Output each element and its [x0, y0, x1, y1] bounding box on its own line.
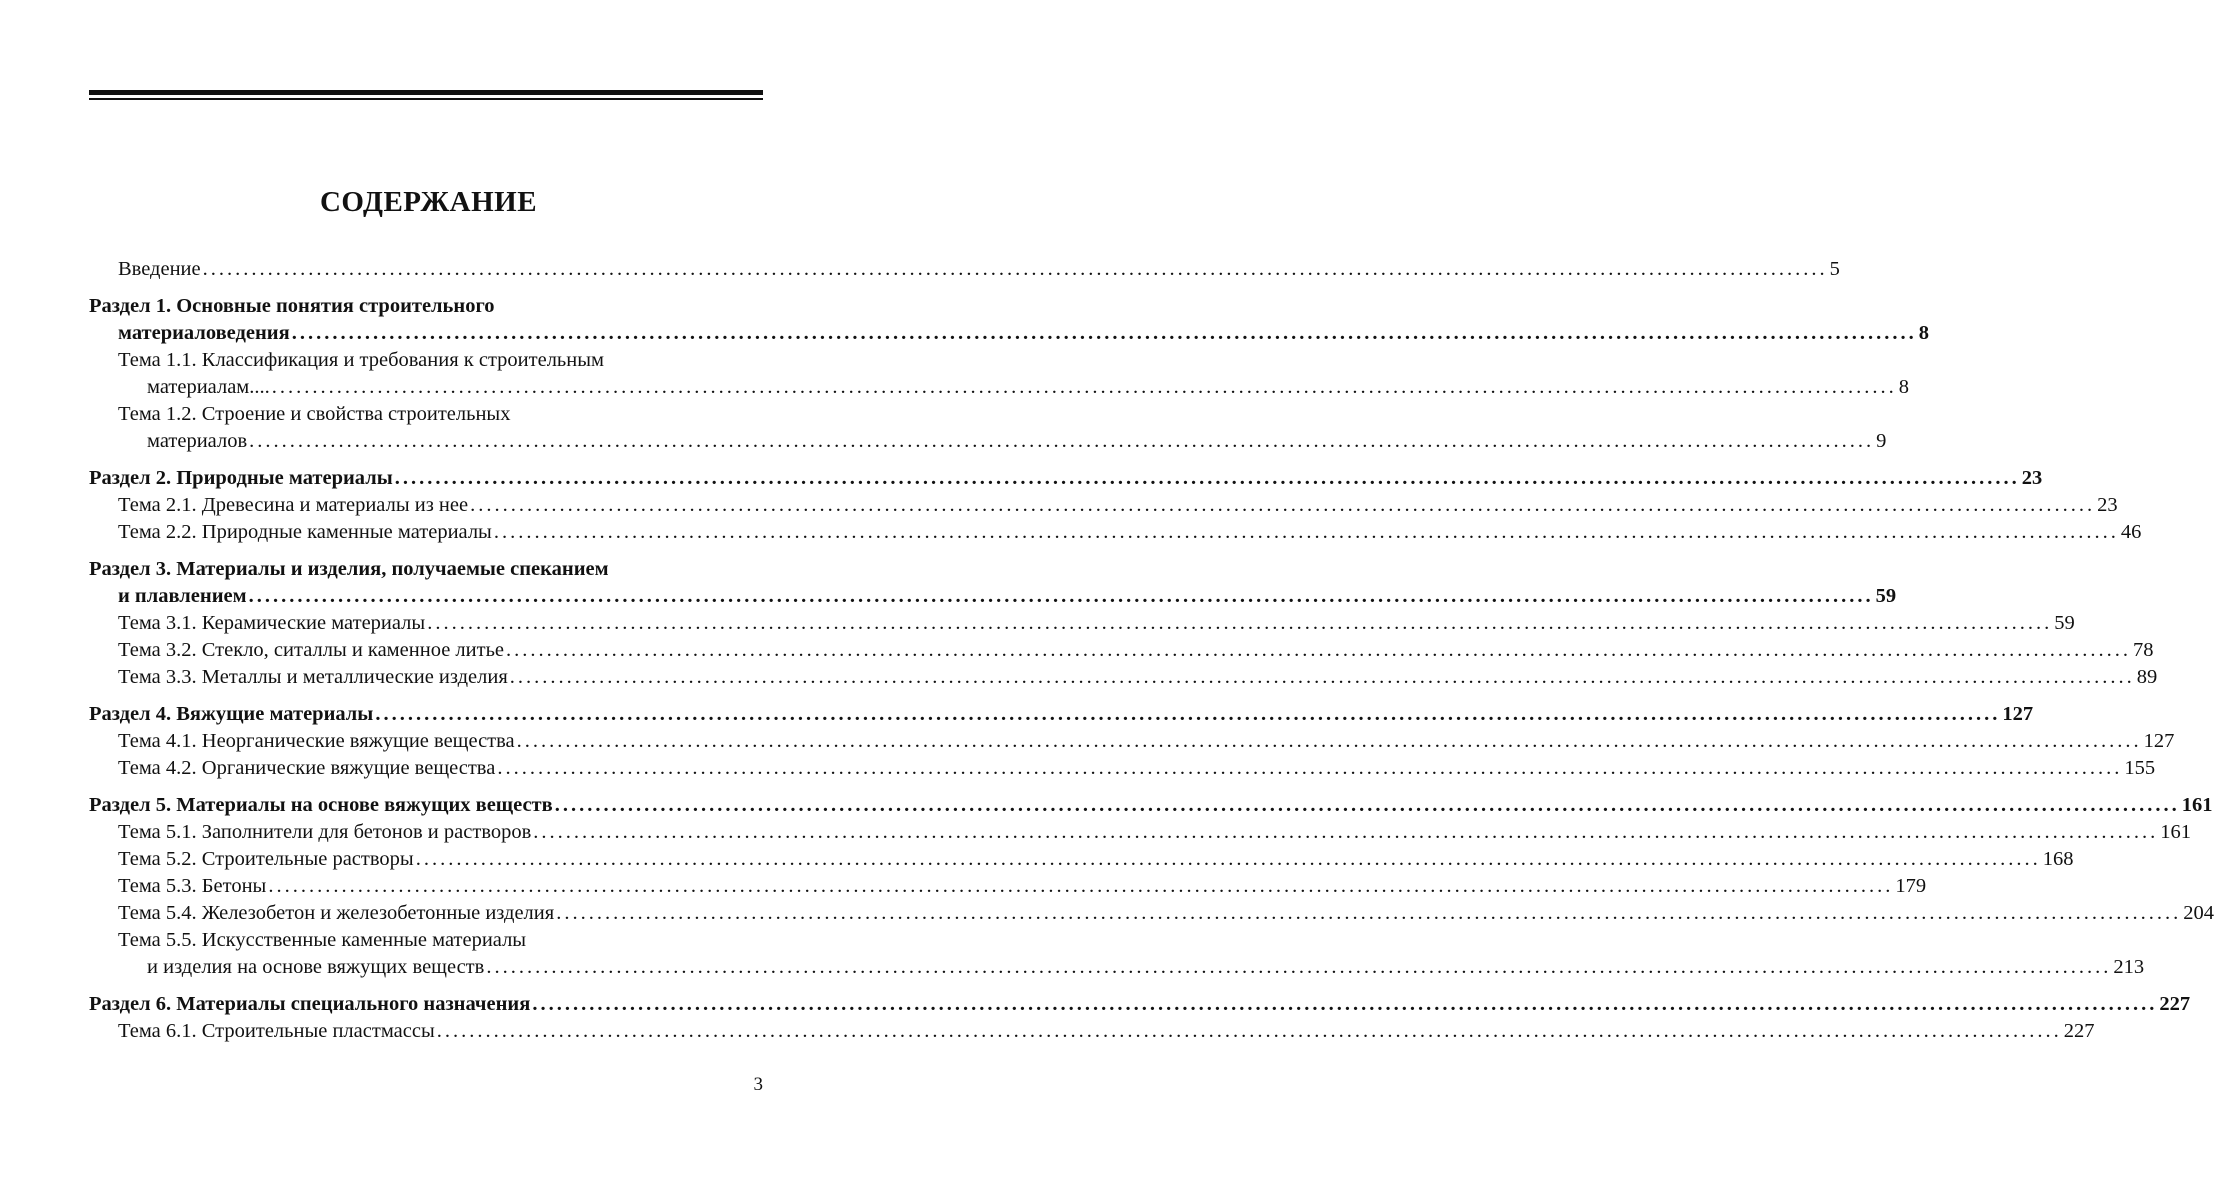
- toc-topic-1-2[interactable]: [89, 428, 1887, 455]
- toc-entry-page: 8: [1918, 322, 1929, 344]
- leader-dots: ........................................................................................................................................................................................................: [506, 639, 2132, 661]
- toc-entry-page: 227: [2063, 1020, 2095, 1042]
- leader-dots: ........................................................................................................................................................................................................: [509, 666, 2135, 688]
- toc-entry-page: 161: [2160, 821, 2192, 843]
- leader-dots: ........................................................................................................................................................................................................: [493, 521, 2119, 543]
- leader-dots: ........................................................................................................................................................................................................: [271, 376, 1897, 398]
- toc-entry-title: и изделия на основе вяжущих веществ: [147, 956, 485, 978]
- toc-section-6[interactable]: [89, 991, 2191, 1018]
- toc-topic-3-3[interactable]: [89, 664, 2158, 691]
- leader-dots: ........................................................................................................................................................................................................: [249, 430, 1875, 452]
- toc-entry-title: Тема 1.1. Классификация и требования к строительным: [118, 349, 604, 371]
- toc-entry-page: 127: [2143, 730, 2175, 752]
- page-title: СОДЕРЖАНИЕ: [319, 186, 538, 218]
- leader-dots: ........................................................................................................................................................................................................: [291, 322, 1917, 344]
- toc-topic-2-2[interactable]: [89, 519, 2142, 546]
- toc-entry-title: Раздел 5. Материалы на основе вяжущих веществ: [89, 794, 553, 816]
- toc-entry-title: и плавлением: [118, 585, 247, 607]
- toc-entry-page: 155: [2124, 757, 2156, 779]
- toc-entry-title: Раздел 6. Материалы специального назначения: [89, 993, 531, 1015]
- toc-topic-1-2-heading[interactable]: [89, 401, 763, 428]
- toc-entry-page: 213: [2113, 956, 2145, 978]
- leader-dots: ........................................................................................................................................................................................................: [533, 821, 2159, 843]
- leader-dots: ........................................................................................................................................................................................................: [436, 1020, 2062, 1042]
- toc-entry-page: 5: [1829, 258, 1840, 280]
- toc-entry-title: Тема 5.2. Строительные растворы: [118, 848, 414, 870]
- toc-entry-title: Тема 2.1. Древесина и материалы из нее: [118, 494, 469, 516]
- header-rule-thick: [89, 90, 763, 95]
- toc-section-5[interactable]: [89, 792, 2213, 819]
- toc-entry-title: Раздел 1. Основные понятия строительного: [89, 295, 495, 317]
- toc-entry-page: 23: [2097, 494, 2118, 516]
- toc-topic-4-2[interactable]: [89, 755, 2156, 782]
- toc-entry-page: 227: [2159, 993, 2191, 1015]
- toc-entry-title: Введение: [118, 258, 201, 280]
- toc-topic-2-1[interactable]: [89, 492, 2118, 519]
- toc-entry-page: 59: [1875, 585, 1897, 607]
- toc-topic-5-5[interactable]: [89, 954, 2145, 981]
- toc-entry-page: 23: [2021, 467, 2043, 489]
- toc-topic-5-4[interactable]: [89, 900, 2214, 927]
- toc-entry-page: 78: [2133, 639, 2154, 661]
- toc-section-1[interactable]: [89, 320, 1929, 347]
- toc-entry-title: Тема 5.3. Бетоны: [118, 875, 267, 897]
- toc-entry-intro[interactable]: [89, 256, 1840, 283]
- toc-topic-3-1[interactable]: [89, 610, 2075, 637]
- toc-section-1-heading[interactable]: [89, 293, 763, 320]
- leader-dots: ........................................................................................................................................................................................................: [554, 794, 2180, 816]
- toc-entry-title: Тема 5.1. Заполнители для бетонов и растворов: [118, 821, 532, 843]
- leader-dots: ........................................................................................................................................................................................................: [556, 902, 2182, 924]
- toc-entry-title: Тема 3.1. Керамические материалы: [118, 612, 426, 634]
- toc-entry-page: 46: [2120, 521, 2142, 543]
- toc-entry-page: 89: [2136, 666, 2158, 688]
- leader-dots: ........................................................................................................................................................................................................: [248, 585, 1874, 607]
- toc-entry-page: 179: [1895, 875, 1927, 897]
- toc-entry-title: Тема 5.5. Искусственные каменные материалы: [118, 929, 527, 951]
- toc-entry-title: Тема 4.1. Неорганические вяжущие вещества: [118, 730, 515, 752]
- toc-section-4[interactable]: [89, 701, 2034, 728]
- toc-topic-5-2[interactable]: [89, 846, 2074, 873]
- toc-entry-page: 204: [2183, 902, 2214, 924]
- toc-topic-3-2[interactable]: [89, 637, 2154, 664]
- toc-entry-title: Тема 4.2. Органические вяжущие вещества: [118, 757, 496, 779]
- toc-entry-page: 127: [2002, 703, 2034, 725]
- toc-entry-page: 8: [1898, 376, 1910, 398]
- toc-topic-5-5-heading[interactable]: [89, 927, 763, 954]
- toc-entry-page: 59: [2054, 612, 2075, 634]
- table-of-contents: [89, 256, 2214, 1045]
- toc-entry-page: 161: [2181, 794, 2213, 816]
- leader-dots: ........................................................................................................................................................................................................: [516, 730, 2142, 752]
- toc-entry-title: Раздел 2. Природные материалы: [89, 467, 393, 489]
- toc-topic-5-3[interactable]: [89, 873, 1927, 900]
- leader-dots: ........................................................................................................................................................................................................: [532, 993, 2158, 1015]
- leader-dots: ........................................................................................................................................................................................................: [415, 848, 2041, 870]
- toc-topic-1-1-heading[interactable]: [89, 347, 763, 374]
- toc-topic-5-1[interactable]: [89, 819, 2192, 846]
- leader-dots: ........................................................................................................................................................................................................: [268, 875, 1894, 897]
- toc-topic-1-1[interactable]: [89, 374, 1910, 401]
- header-rule-thin: [89, 98, 763, 100]
- toc-entry-page: 9: [1876, 430, 1887, 452]
- leader-dots: ........................................................................................................................................................................................................: [375, 703, 2001, 725]
- leader-dots: ........................................................................................................................................................................................................: [427, 612, 2053, 634]
- toc-entry-title: материалам....: [147, 376, 270, 398]
- toc-entry-title: материалов: [147, 430, 248, 452]
- toc-topic-4-1[interactable]: [89, 728, 2175, 755]
- toc-entry-page: 168: [2042, 848, 2074, 870]
- leader-dots: ........................................................................................................................................................................................................: [486, 956, 2112, 978]
- toc-entry-title: Раздел 3. Материалы и изделия, получаемые спеканием: [89, 558, 609, 580]
- leader-dots: ........................................................................................................................................................................................................: [497, 757, 2123, 779]
- leader-dots: ........................................................................................................................................................................................................: [202, 258, 1828, 280]
- toc-entry-title: материаловедения: [118, 322, 290, 344]
- toc-section-2[interactable]: [89, 465, 2043, 492]
- toc-entry-title: Тема 3.3. Металлы и металлические изделия: [118, 666, 508, 688]
- toc-entry-title: Тема 1.2. Строение и свойства строительных: [118, 403, 511, 425]
- page-number: 3: [753, 1074, 763, 1095]
- toc-section-3[interactable]: [89, 583, 1897, 610]
- toc-entry-title: Раздел 4. Вяжущие материалы: [89, 703, 374, 725]
- toc-entry-title: Тема 5.4. Железобетон и железобетонные изделия: [118, 902, 555, 924]
- toc-section-3-heading[interactable]: [89, 556, 763, 583]
- toc-entry-title: Тема 3.2. Стекло, ситаллы и каменное литье: [118, 639, 505, 661]
- leader-dots: ........................................................................................................................................................................................................: [394, 467, 2020, 489]
- toc-entry-title: Тема 6.1. Строительные пластмассы: [118, 1020, 435, 1042]
- leader-dots: ........................................................................................................................................................................................................: [470, 494, 2096, 516]
- toc-topic-6-1[interactable]: [89, 1018, 2095, 1045]
- toc-entry-title: Тема 2.2. Природные каменные материалы: [118, 521, 492, 543]
